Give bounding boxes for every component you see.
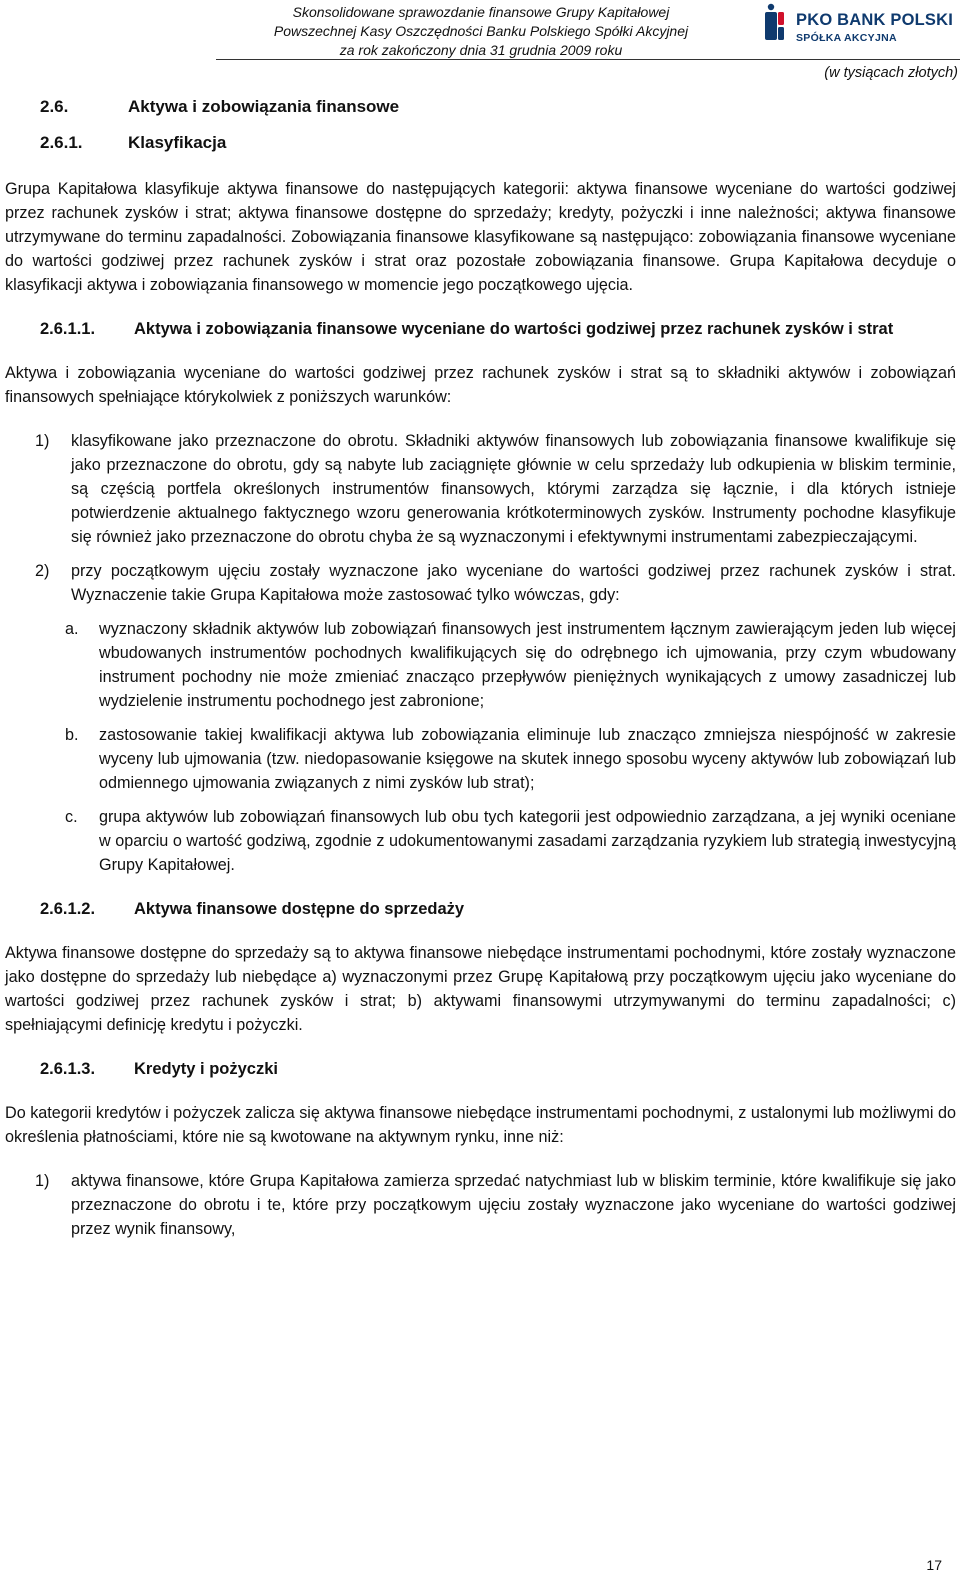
- sub-list-text: zastosowanie takiej kwalifikacji aktywa lub zobowiązania eliminuje lub znacząco zmniejsza niespójność w zakresie wyceny lub ujmowania (tzw. niedopasowanie księgowe na skutek innego sposobu wyceny aktywów lub zobowiązań lub odmiennego ujmowania związanych z nimi zysków lub strat);: [99, 726, 956, 792]
- units-note: (w tysiącach złotych): [824, 65, 958, 81]
- sub-list-text: wyznaczony składnik aktywów lub zobowiązań finansowych jest instrumentem łącznym zawierającym jeden lub więcej wbudowanych instrumentów pochodnych kwalifikujących się do odrębnego ich ujmowania, przy czym wbudowany instrument pochodny nie może zmieniać znacząco przepływów pieniężnych wynikających z umowy zasadniczej lub wydzielenie instrumentu pochodnego jest zabronione;: [99, 620, 956, 710]
- sub-list-marker: a.: [65, 620, 79, 638]
- heading-number: 2.6.1.2.: [40, 900, 96, 918]
- sub-list-marker: c.: [65, 808, 78, 826]
- sub-list-marker: b.: [65, 726, 79, 744]
- section-heading: [40, 95, 956, 119]
- heading-title: Kredyty i pożyczki: [134, 1060, 278, 1078]
- paragraph: Do kategorii kredytów i pożyczek zalicza się aktywa finansowe niebędące instrumentami pochodnymi, z ustalonymi lub możliwymi do określenia płatnościami, które nie są kwotowane na aktywnym rynku, inne niż:: [5, 1104, 956, 1146]
- list-text: klasyfikowane jako przeznaczone do obrotu. Składniki aktywów finansowych lub zobowiązania finansowe kwalifikuje się jako przeznaczone do obrotu, gdy są nabyte lub zaciągnięte głównie w celu sprzedaży lub odkupienia w bliskim terminie, są częścią portfela określonych instrumentów finansowych, którymi zarządza się łącznie, i dla których istnieje potwierdzenie aktualnego faktycznego wzoru generowania krótkoterminowych zysków. Instrumenty pochodne klasyfikuje się również jako przeznaczone do obrotu chyba że są wyznaczonymi i efektywnymi instrumentami zabezpieczającymi.: [71, 432, 956, 546]
- header-divider: [216, 59, 960, 60]
- piggy-bank-icon: [764, 2, 792, 42]
- list-item: [35, 559, 956, 607]
- heading-title: Aktywa finansowe dostępne do sprzedaży: [134, 900, 465, 918]
- heading-2-6-1-1: [40, 317, 956, 341]
- report-title-line-2: Powszechnej Kasy Oszczędności Banku Polskiego Spółki Akcyjnej: [273, 23, 689, 39]
- list-text: aktywa finansowe, które Grupa Kapitałowa zamierza sprzedać natychmiast lub w bliskim terminie, które kwalifikuje się jako przeznaczone do obrotu i te, które przy początkowym ujęciu zostały wyznaczone jako wyceniane do wartości godziwej przez wynik finansowy,: [71, 1172, 956, 1238]
- list-item: [35, 429, 956, 549]
- document-body: [5, 95, 956, 1241]
- logo-name: PKO BANK POLSKI: [796, 11, 954, 29]
- heading-2-6-1-3: [40, 1057, 956, 1081]
- sub-list-item: [65, 805, 956, 877]
- list-marker: 2): [35, 562, 50, 580]
- report-title-line-1: Skonsolidowane sprawozdanie finansowe Grupy Kapitałowej: [292, 4, 670, 20]
- heading-number: 2.6.1.1.: [40, 320, 96, 338]
- report-title: [216, 3, 746, 60]
- subsection-title: Klasyfikacja: [128, 133, 227, 152]
- intro-paragraph: Grupa Kapitałowa klasyfikuje aktywa finansowe do następujących kategorii: aktywa finansowe wyceniane do wartości godziwej przez rachunek zysków i strat; aktywa finansowe dostępne do sprzedaży; kredyty, pożyczki i inne należności; aktywa finansowe utrzymywane do terminu zapadalności. Zobowiązania finansowe klasyfikowane są następująco: zobowiązania finansowe wyceniane do wartości godziwej przez rachunek zysków i strat oraz pozostałe zobowiązania finansowe. Grupa Kapitałowa decyduje o klasyfikacji aktywa i zobowiązania finansowego w momencie jego początkowego ujęcia.: [5, 180, 956, 294]
- subsection-heading: [40, 131, 956, 155]
- list-marker: 1): [35, 1172, 50, 1190]
- report-title-line-3: za rok zakończony dnia 31 grudnia 2009 roku: [339, 42, 623, 58]
- paragraph: Aktywa finansowe dostępne do sprzedaży są to aktywa finansowe niebędące instrumentami pochodnymi, które zostały wyznaczone jako dostępne do sprzedaży lub niebędące a) wyznaczonymi przez Grupę Kapitałową przy początkowym ujęciu jako wyceniane do wartości godziwej przez rachunek zysków i strat; b) aktywami finansowymi utrzymywanymi do terminu zapadalności; c) spełniającymi definicję kredytu i pożyczki.: [5, 944, 956, 1034]
- heading-title: Aktywa i zobowiązania finansowe wyceniane do wartości godziwej przez rachunek zysków i strat: [134, 320, 894, 338]
- pko-bank-polski-logo: [764, 2, 960, 42]
- list-marker: 1): [35, 432, 50, 450]
- heading-2-6-1-2: [40, 897, 956, 921]
- page-header: [0, 0, 960, 80]
- sub-list-item: [65, 617, 956, 713]
- logo-subtitle: SPÓŁKA AKCYJNA: [796, 32, 897, 44]
- sub-list-item: [65, 723, 956, 795]
- sub-list-text: grupa aktywów lub zobowiązań finansowych lub obu tych kategorii jest odpowiednio zarządzana, a jej wyniki oceniane w oparciu o wartość godziwą, zgodnie z udokumentowanymi zasadami zarządzania ryzykiem lub strategią inwestycyjną Grupy Kapitałowej.: [99, 808, 956, 874]
- section-title: Aktywa i zobowiązania finansowe: [128, 97, 400, 116]
- list-text: przy początkowym ujęciu zostały wyznaczone jako wyceniane do wartości godziwej przez rachunek zysków i strat. Wyznaczenie takie Grupa Kapitałowa może zastosować tylko wówczas, gdy:: [71, 562, 956, 604]
- subsection-number: 2.6.1.: [40, 133, 83, 152]
- list-item: [35, 1169, 956, 1241]
- section-number: 2.6.: [40, 97, 69, 116]
- page-number: 17: [926, 1557, 942, 1573]
- heading-number: 2.6.1.3.: [40, 1060, 96, 1078]
- paragraph: Aktywa i zobowiązania wyceniane do wartości godziwej przez rachunek zysków i strat są to składniki aktywów i zobowiązań finansowych spełniające którykolwiek z poniższych warunków:: [5, 364, 956, 406]
